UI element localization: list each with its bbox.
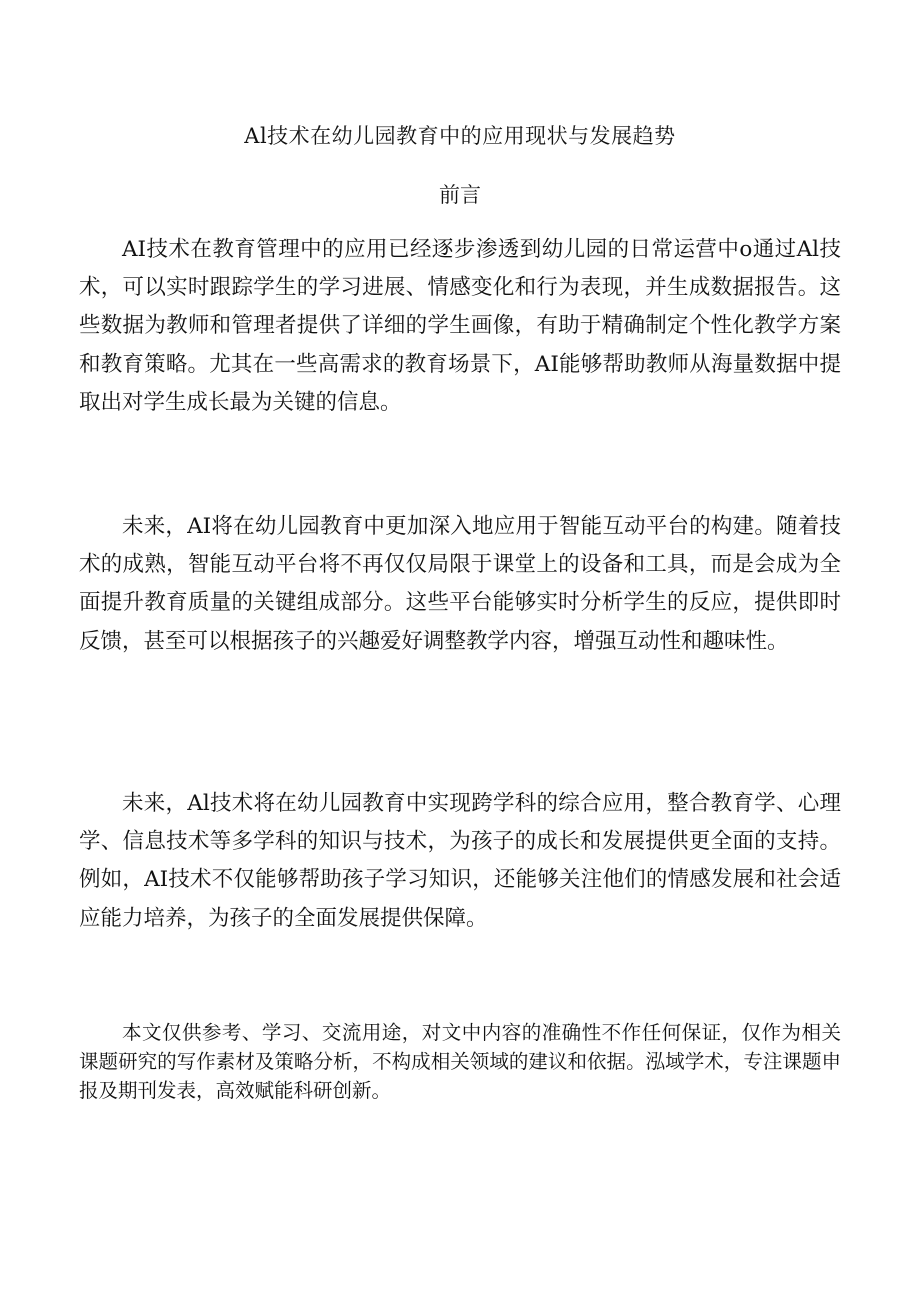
section-heading-preface: 前言 [439,183,481,207]
body-paragraph-2: 未来，AI将在幼儿园教育中更加深入地应用于智能互动平台的构建。随着技术的成熟，智能互动平台将不再仅仅局限于课堂上的设备和工具，而是会成为全面提升教育质量的关键组成部分。这些平台能够实时分析学生的反应，提供即时反馈，甚至可以根据孩子的兴趣爱好调整教学内容，增强互动性和趣味性。 [79,514,841,654]
document-title: Al技术在幼儿园教育中的应用现状与发展趋势 [244,124,676,148]
body-paragraph-1: AI技术在教育管理中的应用已经逐步渗透到幼儿园的日常运营中o通过Al技术，可以实时跟踪学生的学习进展、情感变化和行为表现，并生成数据报告。这些数据为教师和管理者提供了详细的学生画像，有助于精确制定个性化教学方案和教育策略。尤其在一些高需求的教育场景下，AI能够帮助教师从海量数据中提取出对学生成长最为关键的信息。 [79,237,841,415]
disclaimer-paragraph: 本文仅供参考、学习、交流用途，对文中内容的准确性不作任何保证，仅作为相关课题研究的写作素材及策略分析，不构成相关领域的建议和依据。泓域学术，专注课题申报及期刊发表，高效赋能科研创新。 [79,1021,841,1102]
body-paragraph-3: 未来，Al技术将在幼儿园教育中实现跨学科的综合应用，整合教育学、心理学、信息技术等多学科的知识与技术，为孩子的成长和发展提供更全面的支持。例如，AI技术不仅能够帮助孩子学习知识，还能够关注他们的情感发展和社会适应能力培养，为孩子的全面发展提供保障。 [79,791,841,931]
